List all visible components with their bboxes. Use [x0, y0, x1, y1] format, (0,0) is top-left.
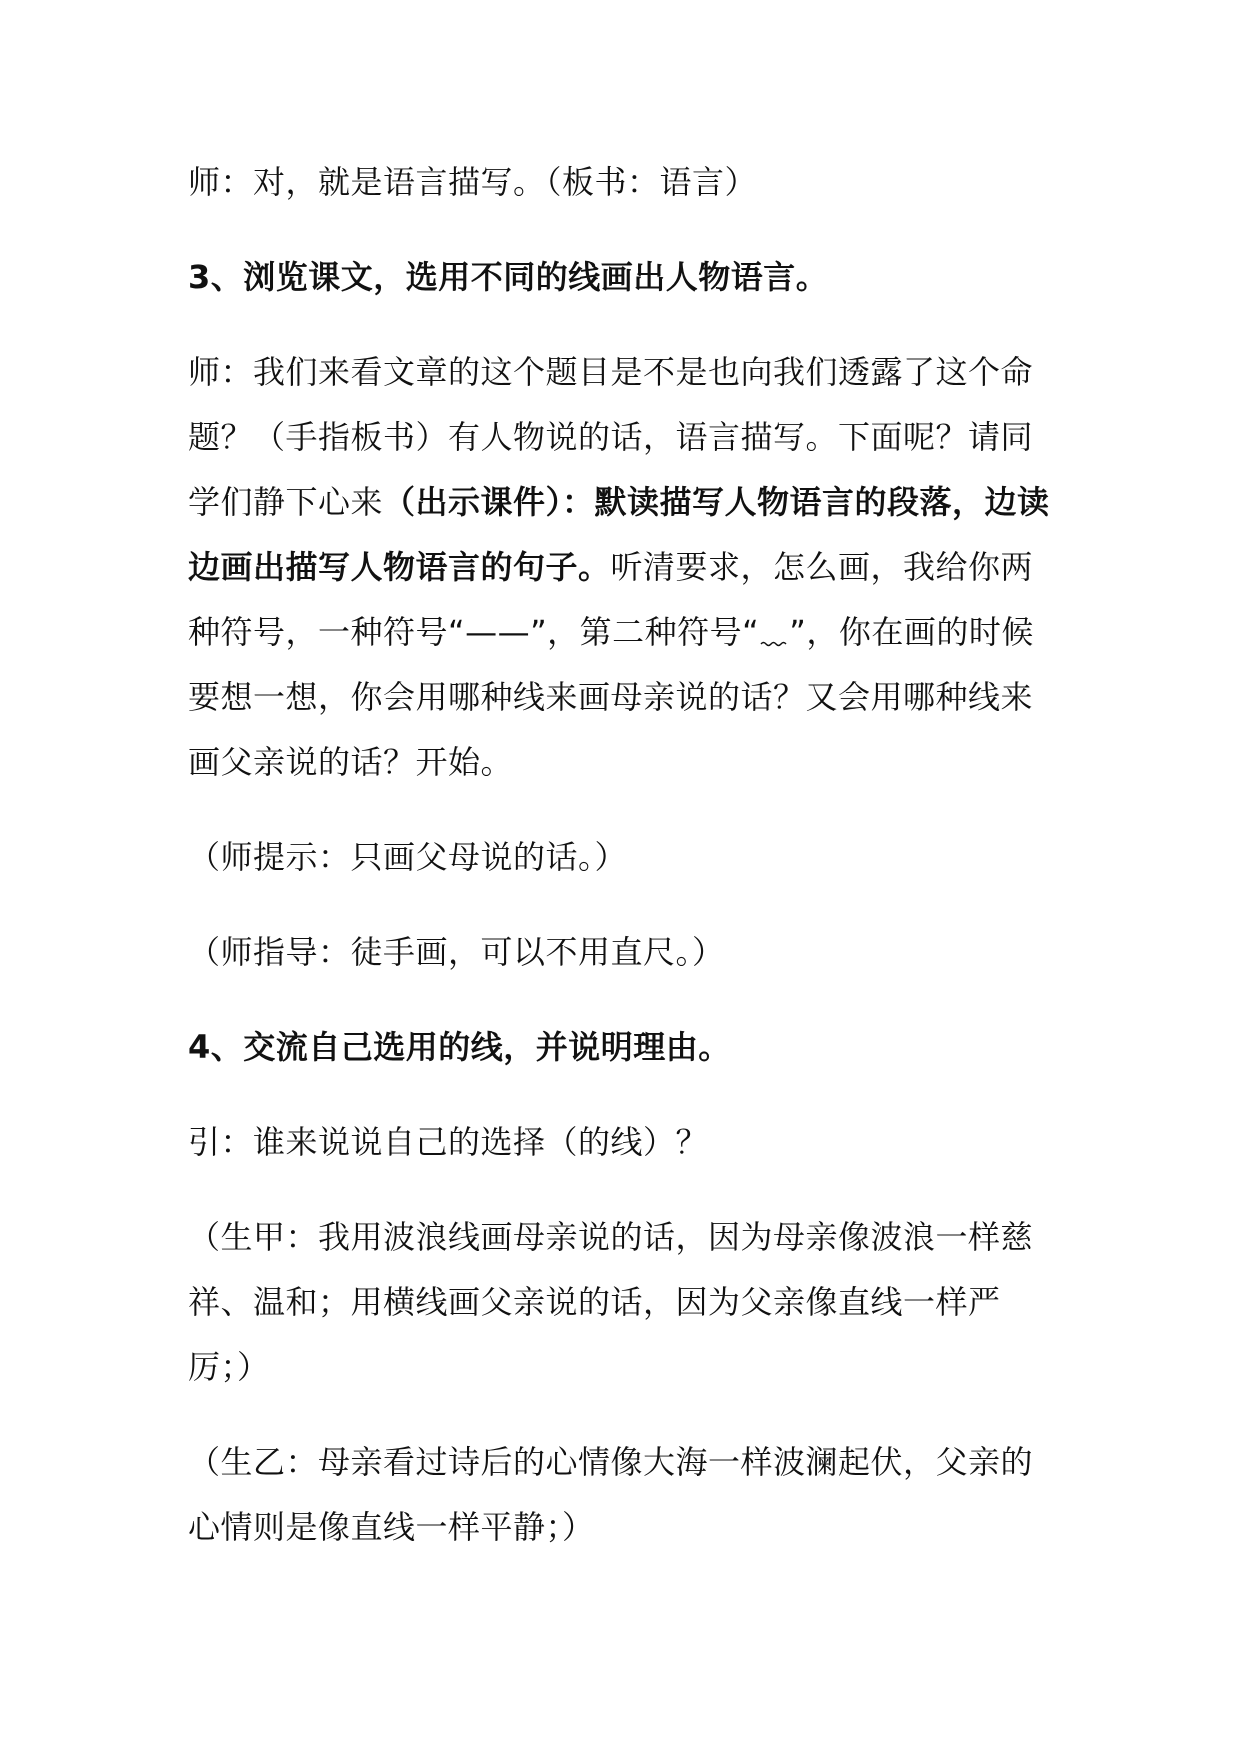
paragraph-introduction: 引：谁来说说自己的选择（的线）？	[188, 1123, 709, 1161]
wavy-line-icon	[759, 630, 789, 650]
paragraph-student-b: （生乙：母亲看过诗后的心情像大海一样波澜起伏，父亲的心情则是像直线一样平静；）	[188, 1443, 1034, 1546]
instruction-text-2: 听清要求，怎么画，我给你两种符号，一种符号“——”，第二种符号“	[188, 548, 1034, 651]
paragraph-teacher-instructions	[188, 340, 1063, 795]
heading-step-3: 3、浏览课文，选用不同的线画出人物语言。	[188, 258, 829, 296]
paragraph-teacher-hint: （师提示：只画父母说的话。）	[188, 838, 628, 876]
instruction-text-1: 师：我们来看文章的这个题目是不是也向我们透露了这个命题？（手指板书）有人物说的话，语言描写。下面呢？请同学们静下心来	[188, 353, 1034, 521]
instruction-text-3: ”，你在画的时候要想一想，你会用哪种线来画母亲说的话？又会用哪种线来画父亲说的话？开始。	[188, 613, 1034, 781]
paragraph-teacher-language: 师：对，就是语言描写。（板书：语言）	[188, 163, 758, 201]
paragraph-student-a: （生甲：我用波浪线画母亲说的话，因为母亲像波浪一样慈祥、温和；用横线画父亲说的话，因为父亲像直线一样严厉；）	[188, 1218, 1034, 1386]
instruction-bold-text: （出示课件）：默读描写人物语言的段落，边读边画出描写人物语言的句子。	[188, 483, 1050, 586]
document-page	[188, 150, 1063, 1560]
paragraph-teacher-guidance: （师指导：徒手画，可以不用直尺。）	[188, 933, 725, 971]
heading-step-4: 4、交流自己选用的线，并说明理由。	[188, 1028, 731, 1066]
